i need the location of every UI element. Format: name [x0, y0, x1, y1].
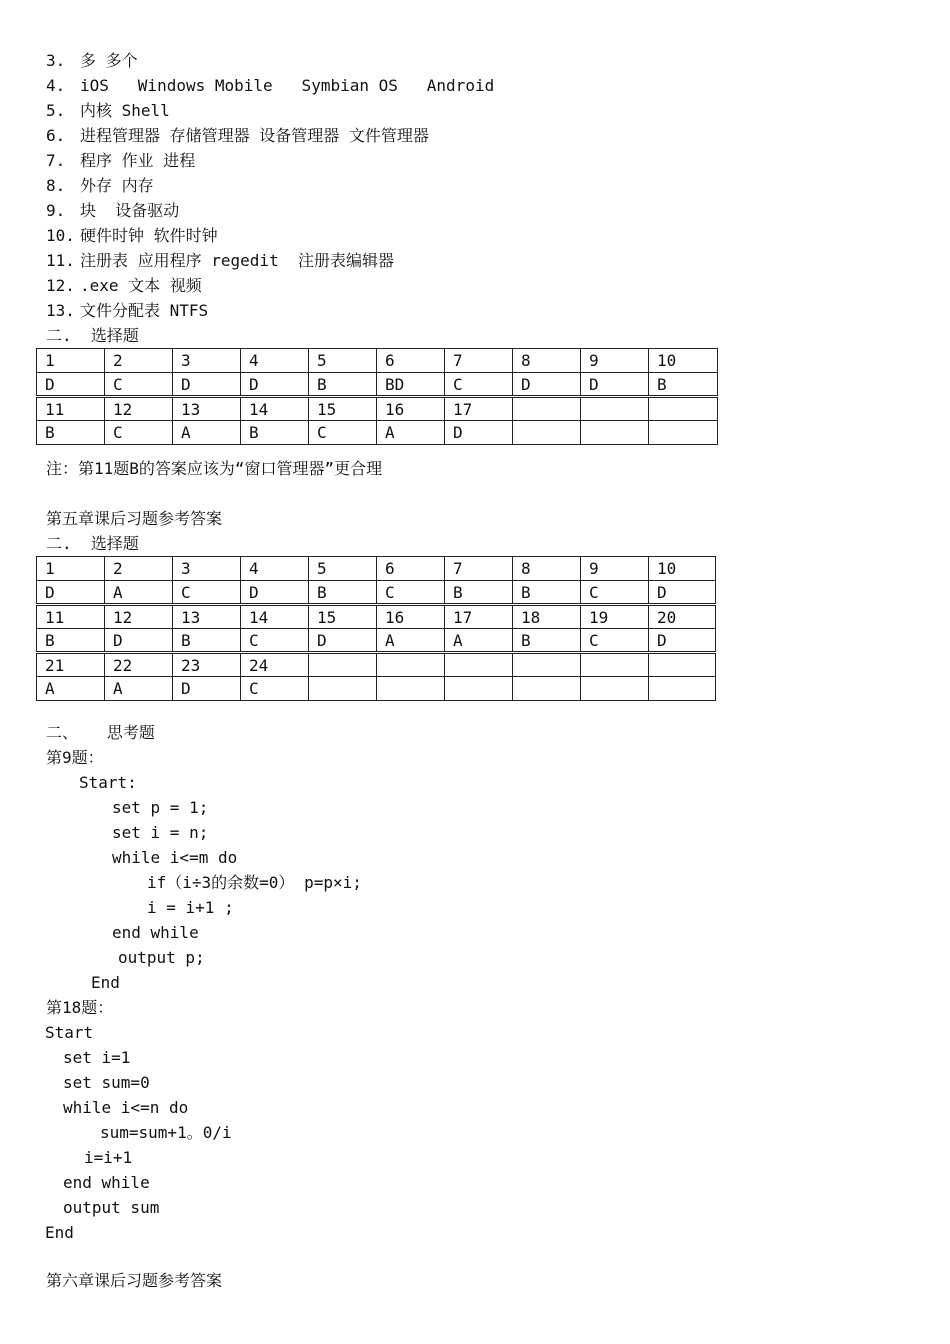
table-cell: 2: [105, 349, 173, 373]
table-cell: A: [445, 629, 513, 653]
table-cell: B: [513, 581, 581, 605]
table-cell: 9: [581, 557, 649, 581]
table-cell: A: [105, 677, 173, 701]
table-cell: [513, 677, 581, 701]
table-cell: B: [173, 629, 241, 653]
table-cell: 15: [309, 397, 377, 421]
table-cell: [513, 397, 581, 421]
table-cell: 8: [513, 557, 581, 581]
table-cell: 10: [649, 349, 718, 373]
table-cell: 9: [581, 349, 649, 373]
section-heading: 二、 思考题: [46, 723, 155, 742]
answer-line: 12. .exe 文本 视频: [46, 276, 202, 295]
table-cell: 3: [173, 557, 241, 581]
table-cell: D: [649, 581, 716, 605]
table-cell: [581, 677, 649, 701]
chapter-title: 第五章课后习题参考答案: [46, 509, 223, 528]
section-heading: 二. 选择题: [46, 534, 139, 553]
table-cell: C: [105, 373, 173, 397]
table-cell: [309, 653, 377, 677]
code-line: set sum=0: [63, 1073, 150, 1092]
table-row: [37, 421, 718, 445]
table-cell: C: [105, 421, 173, 445]
table-cell: 1: [37, 349, 105, 373]
table-cell: B: [309, 581, 377, 605]
code-line: set i = n;: [112, 823, 209, 842]
answer-line: 9. 块 设备驱动: [46, 201, 180, 220]
table-cell: 6: [377, 557, 445, 581]
table-cell: 17: [445, 605, 513, 629]
answer-line: 8. 外存 内存: [46, 176, 154, 195]
table-cell: 16: [377, 605, 445, 629]
code-line: Start: [45, 1023, 94, 1042]
table-cell: 4: [241, 349, 309, 373]
table-cell: 2: [105, 557, 173, 581]
answer-table-ch5: [36, 556, 716, 701]
table-cell: B: [513, 629, 581, 653]
table-cell: 11: [37, 605, 105, 629]
table-cell: C: [581, 629, 649, 653]
table-cell: 4: [241, 557, 309, 581]
table-cell: D: [581, 373, 649, 397]
table-cell: C: [377, 581, 445, 605]
table-cell: D: [445, 421, 513, 445]
table-cell: [513, 421, 581, 445]
table-cell: 6: [377, 349, 445, 373]
code-line: sum=sum+1。0/i: [100, 1123, 232, 1142]
table-cell: [377, 653, 445, 677]
table-cell: B: [309, 373, 377, 397]
table-cell: [649, 677, 716, 701]
answer-line: 3. 多 多个: [46, 51, 138, 70]
table-cell: B: [649, 373, 718, 397]
code-line: while i<=m do: [112, 848, 238, 867]
table-cell: A: [377, 629, 445, 653]
table-cell: D: [241, 373, 309, 397]
code-line: set i=1: [63, 1048, 131, 1067]
table-row: [37, 653, 716, 677]
table-cell: 12: [105, 397, 173, 421]
code-line: if（i÷3的余数=0） p=p×i;: [147, 873, 362, 892]
table-cell: 12: [105, 605, 173, 629]
table-cell: [309, 677, 377, 701]
answer-line: 4. iOS Windows Mobile Symbian OS Android: [46, 76, 495, 95]
code-line: i = i+1 ;: [147, 898, 234, 917]
table-cell: 5: [309, 557, 377, 581]
answer-line: 11. 注册表 应用程序 regedit 注册表编辑器: [46, 251, 394, 270]
table-cell: [445, 677, 513, 701]
table-cell: C: [445, 373, 513, 397]
table-cell: D: [37, 373, 105, 397]
table-cell: D: [37, 581, 105, 605]
answer-line: 10. 硬件时钟 软件时钟: [46, 226, 218, 245]
question-label: 第18题：: [46, 998, 114, 1017]
table-cell: D: [309, 629, 377, 653]
code-line: end while: [112, 923, 199, 942]
table-row: [37, 397, 718, 421]
table-row: [37, 677, 716, 701]
table-cell: [513, 653, 581, 677]
table-cell: BD: [377, 373, 445, 397]
table-cell: 21: [37, 653, 105, 677]
table-cell: 7: [445, 557, 513, 581]
table-cell: D: [241, 581, 309, 605]
table-cell: 13: [173, 397, 241, 421]
table-cell: C: [309, 421, 377, 445]
table-cell: D: [105, 629, 173, 653]
section-heading: 二. 选择题: [46, 326, 139, 345]
table-cell: A: [105, 581, 173, 605]
table-cell: 16: [377, 397, 445, 421]
table-cell: 14: [241, 605, 309, 629]
table-row: [37, 605, 716, 629]
answer-line: 13. 文件分配表 NTFS: [46, 301, 209, 320]
table-cell: 1: [37, 557, 105, 581]
table-cell: [581, 421, 649, 445]
code-line: while i<=n do: [63, 1098, 189, 1117]
table-cell: [377, 677, 445, 701]
table-cell: C: [173, 581, 241, 605]
answer-line: 5. 内核 Shell: [46, 101, 170, 120]
answer-table-ch4: [36, 348, 718, 445]
table-cell: A: [173, 421, 241, 445]
table-cell: 24: [241, 653, 309, 677]
table-cell: 17: [445, 397, 513, 421]
table-cell: 7: [445, 349, 513, 373]
table-cell: 19: [581, 605, 649, 629]
table-cell: D: [649, 629, 716, 653]
table-cell: [649, 421, 718, 445]
table-cell: 15: [309, 605, 377, 629]
code-line: End: [91, 973, 120, 992]
code-line: Start:: [79, 773, 137, 792]
answer-line: 6. 进程管理器 存储管理器 设备管理器 文件管理器: [46, 126, 429, 145]
table-cell: 18: [513, 605, 581, 629]
table-cell: [649, 397, 718, 421]
table-cell: D: [173, 373, 241, 397]
table-cell: [649, 653, 716, 677]
table-row: [37, 557, 716, 581]
table-cell: 20: [649, 605, 716, 629]
table-cell: C: [241, 677, 309, 701]
table-row: [37, 629, 716, 653]
table-cell: [581, 653, 649, 677]
table-row: [37, 581, 716, 605]
table-cell: [581, 397, 649, 421]
table-cell: 5: [309, 349, 377, 373]
code-line: i=i+1: [84, 1148, 133, 1167]
table-cell: 22: [105, 653, 173, 677]
code-line: end while: [63, 1173, 150, 1192]
table-cell: 10: [649, 557, 716, 581]
table-cell: 13: [173, 605, 241, 629]
code-line: output sum: [63, 1198, 160, 1217]
code-line: output p;: [118, 948, 205, 967]
code-line: End: [45, 1223, 74, 1242]
table-cell: D: [173, 677, 241, 701]
table-cell: B: [37, 629, 105, 653]
answer-line: 7. 程序 作业 进程: [46, 151, 196, 170]
table-cell: 8: [513, 349, 581, 373]
table-cell: D: [513, 373, 581, 397]
table-cell: B: [37, 421, 105, 445]
table-cell: A: [37, 677, 105, 701]
note: 注：第11题B的答案应该为“窗口管理器”更合理: [46, 459, 383, 478]
table-cell: 11: [37, 397, 105, 421]
table-cell: 23: [173, 653, 241, 677]
table-row: [37, 349, 718, 373]
table-row: [37, 373, 718, 397]
table-cell: 14: [241, 397, 309, 421]
question-label: 第9题：: [46, 748, 104, 767]
table-cell: [445, 653, 513, 677]
code-line: set p = 1;: [112, 798, 209, 817]
table-cell: A: [377, 421, 445, 445]
table-cell: C: [241, 629, 309, 653]
table-cell: B: [241, 421, 309, 445]
chapter-title: 第六章课后习题参考答案: [46, 1271, 223, 1290]
table-cell: C: [581, 581, 649, 605]
table-cell: B: [445, 581, 513, 605]
table-cell: 3: [173, 349, 241, 373]
